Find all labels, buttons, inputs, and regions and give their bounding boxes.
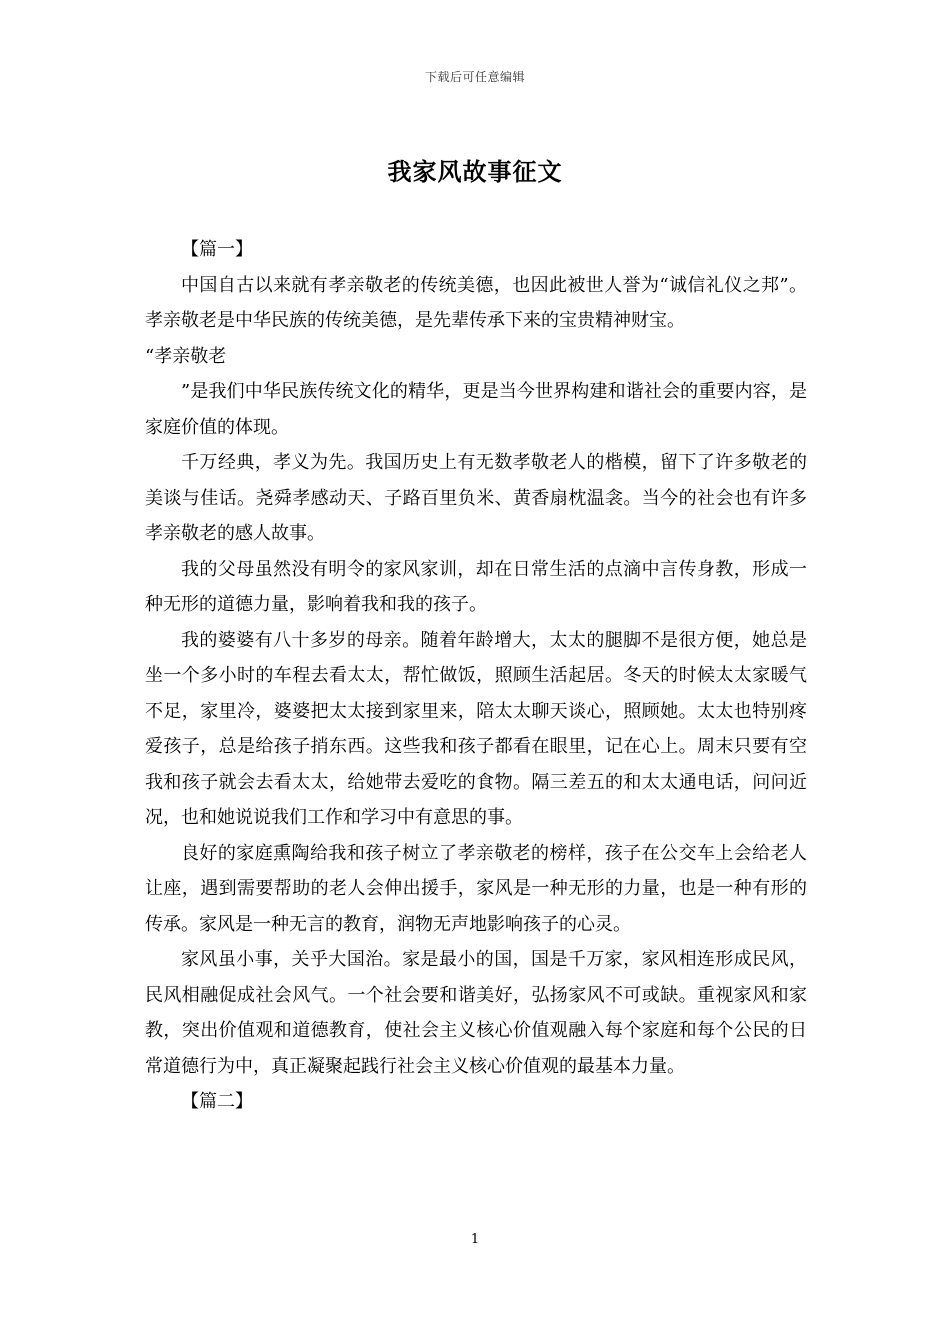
paragraph-1: 中国自古以来就有孝亲敬老的传统美德，也因此被世人誉为“诚信礼仪之邦”。孝亲敬老是中华民族的传统美德，是先辈传承下来的宝贵精神财宝。 — [145, 274, 807, 331]
header-note: 下载后可任意编辑 — [424, 70, 525, 84]
paragraph-5: 我的父母虽然没有明令的家风家训，却在日常生活的点滴中言传身教，形成一种无形的道德力量，影响着我和我的孩子。 — [145, 558, 807, 615]
paragraph-3: ”是我们中华民族传统文化的精华，更是当今世界构建和谐社会的重要内容，是家庭价值的体现。 — [145, 381, 807, 438]
paragraph-4: 千万经典，孝义为先。我国历史上有无数孝敬老人的楷模，留下了许多敬老的美谈与佳话。尧舜孝感动天、子路百里负米、黄香扇枕温衾。当今的社会也有许多孝亲敬老的感人故事。 — [145, 452, 807, 544]
section-label-1: 【篇一】 — [181, 239, 253, 260]
document-body — [145, 232, 807, 1120]
section-label-2: 【篇二】 — [181, 1091, 253, 1112]
paragraph-6: 我的婆婆有八十多岁的母亲。随着年龄增大，太太的腿脚不是很方便，她总是坐一个多小时的车程去看太太，帮忙做饭，照顾生活起居。冬天的时候太太家暖气不足，家里冷，婆婆把太太接到家里来，陪太太聊天谈心，照顾她。太太也特别疼爱孩子，总是给孩子捎东西。这些我和孩子都看在眼里，记在心上。周末只要有空我和孩子就会去看太太，给她带去爱吃的食物。隔三差五的和太太通电话，问问近况，也和她说说我们工作和学习中有意思的事。 — [145, 629, 807, 828]
page-number: 1 — [470, 1232, 480, 1247]
paragraph-2: “孝亲敬老 — [145, 345, 227, 367]
paragraph-8: 家风虽小事，关乎大国治。家是最小的国，国是千万家，家风相连形成民风，民风相融促成社会风气。一个社会要和谐美好，弘扬家风不可或缺。重视家风和家教，突出价值观和道德教育，使社会主义核心价值观融入每个家庭和每个公民的日常道德行为中，真正凝聚起践行社会主义核心价值观的最基本力量。 — [145, 949, 807, 1077]
paragraph-7: 良好的家庭熏陶给我和孩子树立了孝亲敬老的榜样，孩子在公交车上会给老人让座，遇到需要帮助的老人会伸出援手，家风是一种无形的力量，也是一种有形的传承。家风是一种无言的教育，润物无声地影响孩子的心灵。 — [145, 842, 807, 935]
document-title: 我家风故事征文 — [387, 157, 563, 186]
